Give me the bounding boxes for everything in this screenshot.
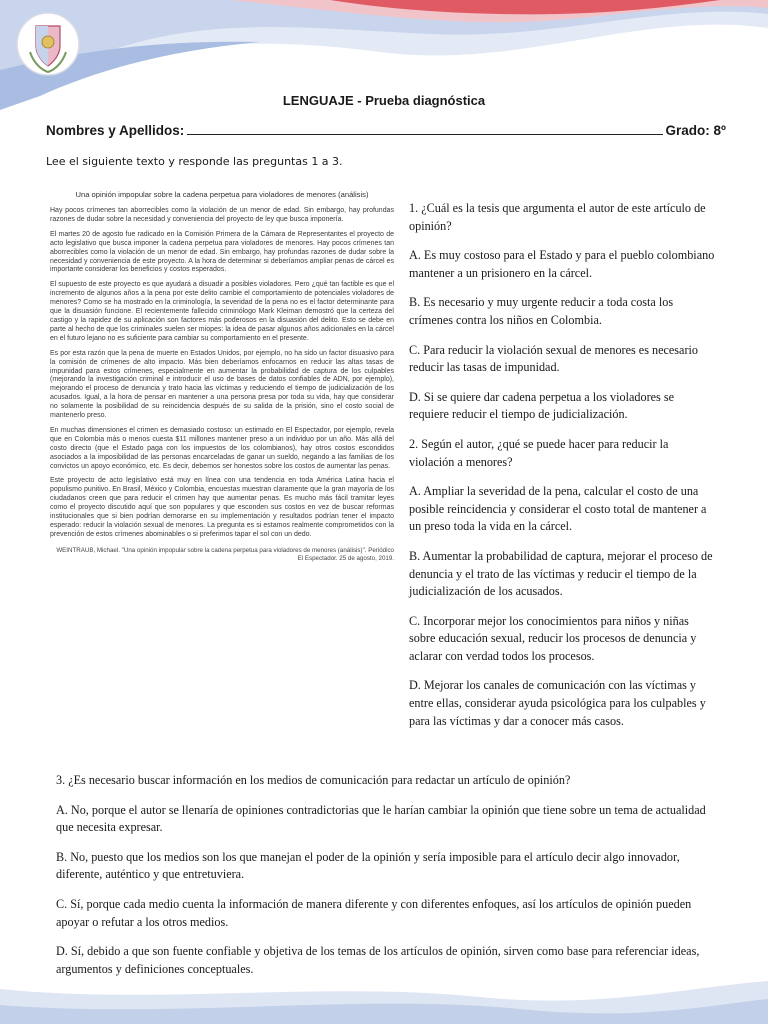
questions-column [409,200,715,742]
name-blank[interactable] [187,133,662,135]
question-1-option-b[interactable]: B. Es necesario y muy urgente reducir a toda costa los crímenes contra los niños en Colombia. [409,295,674,327]
question-1-stem: 1. ¿Cuál es la tesis que argumenta el autor de este artículo de opinión? [409,201,706,233]
question-1-option-a[interactable]: A. Es muy costoso para el Estado y para el pueblo colombiano mantener a un prisionero en la cárcel. [409,248,715,280]
question-2-option-b[interactable]: B. Aumentar la probabilidad de captura, mejorar el proceso de denuncia y el trato de las víctimas y reducir el tiempo de la judicialización de los acusados. [409,548,713,599]
footer-wave-decoration [0,975,768,1024]
question-3-option-a[interactable]: A. No, porque el autor se llenaría de opiniones contradictorias que le harían cambiar la opinión que tiene sobre un tema de actualidad que necesita expresar. [56,802,706,835]
article-paragraph: Es por esta razón que la pena de muerte en Estados Unidos, por ejemplo, no ha sido un factor disuasivo para la comisión de crímenes de alto impacto. Más bien deberíamos enfocarnos en reducir las altas tasas de impunidad para estos crímenes, especialmente en aumentar la probabilidad de captura de los culpables (mejorando la investigación criminal e introducir el uso de bases de datos confiables de ADN, por ejemplo), mejorando el proceso de denuncia y trato hacia las víctimas y reduciendo el tiempo de judicialización de los acusados. Igual, a la hora de pensar en mantener a una persona presa por toda su vida, hay que considerar no solamente la posibilidad de su reincidencia después de su salida de la prisión, sino el costo social de mantenerlo preso. [50,349,394,420]
question-2-stem: 2. Según el autor, ¿qué se puede hacer para reducir la violación a menores? [409,436,669,469]
name-label: Nombres y Apellidos: [46,123,185,138]
question-3-option-d[interactable]: D. Sí, debido a que son fuente confiable y objetiva de los temas de los artículos de opinión, sirven como base para referenciar ideas, argumentos y definiciones conceptuales. [56,944,700,976]
question-1-option-d[interactable]: D. Si se quiere dar cadena perpetua a los violadores se requiere reducir el tiempo de judicialización. [409,389,674,422]
article-title: Una opinión impopular sobre la cadena perpetua para violadores de menores (análisis) [75,190,369,199]
question-3-option-b[interactable]: B. No, puesto que los medios son los que manejan el poder de la opinión y sería imposible para el artículo decir algo innovador, diferente, auténtico y que entretuviera. [56,849,680,882]
school-crest-logo [14,6,82,82]
article-paragraph: El martes 20 de agosto fue radicado en la Comisión Primera de la Cámara de Representantes el proyecto de acto legislativo que busca imponer la cadena perpetua para violadores de menores. Hay pocos crímenes tan aborrecibles como la violación de un menor de edad. Sin embargo, hay profundas razones de dudar sobre la necesidad y conveniencia de este proyecto. A la hora de determinar si deberíamos ampliar penas de cárcel es importante considerar los beneficios y costos esperados. [50,230,394,274]
question-3-stem: 3. ¿Es necesario buscar información en los medios de comunicación para redactar un artículo de opinión? [56,773,571,787]
article-paragraph: Hay pocos crímenes tan aborrecibles como la violación de un menor de edad. Sin embargo, hay profundas razones de dudar sobre la necesidad y conveniencia del proyecto de ley que busca imponería. [50,207,394,223]
article-paragraph: En muchas dimensiones el crimen es demasiado costoso: un estimado en El Espectador, por ejemplo, revela que en Colombia más o menos cuesta $11 millones mantener preso a un individuo por un año. Más allá del costo directo (que el Estado paga con los impuestos de los colombianos), hay otros costos escondidos asociados a la imposibilidad de las personas encarceladas de ganar un sueldo, negando a las familias de los convictos un apoyo económico, etc. Es decir, debemos ser honestos sobre los costos de aumentar las penas. [50,426,394,470]
question-2-option-c[interactable]: C. Incorporar mejor los conocimientos para niños y niñas sobre educación sexual, reducir los procesos de denuncia y aclarar con verdad todos los procesos. [409,613,697,663]
question-2-option-d[interactable]: D. Mejorar los canales de comunicación con las víctimas y entre ellas, considerar ayuda psicológica para los culpables y para las víctimas y dar a conocer más casos. [409,678,706,728]
article-citation: WEINTRAUB, Michael. "Una opinión impopular sobre la cadena perpetua para violadores de menores (análisis)". Periódico El Espectador. 25 de agosto, 2019. [56,546,394,562]
instructions: Lee el siguiente texto y responde las preguntas 1 a 3. [46,155,343,168]
page-title: LENGUAJE - Prueba diagnóstica [282,93,486,108]
question-2-option-a[interactable]: A. Ampliar la severidad de la pena, calcular el costo de una posible reincidencia y considerar el costo total de mantener a un preso toda la vida en la cárcel. [409,484,707,534]
question-3-option-c[interactable]: C. Sí, porque cada medio cuenta la información de manera diferente y con diferentes enfoques, así los artículos de opinión pueden apoyar o refutar a los otros medios. [56,896,692,929]
question-3-block [56,772,720,990]
article-excerpt [50,190,394,768]
student-info-line [46,123,726,138]
article-paragraph: El supuesto de este proyecto es que ayudará a disuadir a posibles violadores. Pero ¿qué tan factible es que el incremento de algunos años a la pena por este delito cambie el comportamiento de potenciales violadores de menores? Como se ha mostrado en la criminología, la severidad de la pena no es el factor determinante para que la disuasión funcione. El recientemente fallecido criminólogo Mark Kleiman demostró que la certeza del castigo y la rapidez de su aplicación son factores más poderosos en la disuasión del delito. Esto se debe en parte al hecho de que los criminales suelen ser miopes: la idea de pasar algunos años adicionales en la cárcel en el futuro lejano no es suficiente para cambiar su comportamiento en el presente. [50,281,394,342]
grade-label: Grado: 8º [665,123,726,138]
article-paragraph: Este proyecto de acto legislativo está muy en línea con una tendencia en toda América Latina hacia el populismo punitivo. En Brasil, México y Colombia, encuestas muestran claramente que la gran mayoría de los ciudadanos creen que para reducir el crimen hay que aumentar penas. Es mucho más fácil tramitar leyes como el proyecto discutido aquí que son populares y que esconden sus costos en vez de buscar reformas institucionales que si bien podrían demorarse en su implementación y resultados podrían tener el impacto esperado: reducir la violación sexual de menores. La pregunta es si estamos realmente comprometidos con la prevención de estos crímenes abominables o si preferimos tapar el sol con un dedo. [50,477,394,538]
question-1-option-c[interactable]: C. Para reducir la violación sexual de menores es necesario reducir las tasas de impunidad. [409,342,699,375]
